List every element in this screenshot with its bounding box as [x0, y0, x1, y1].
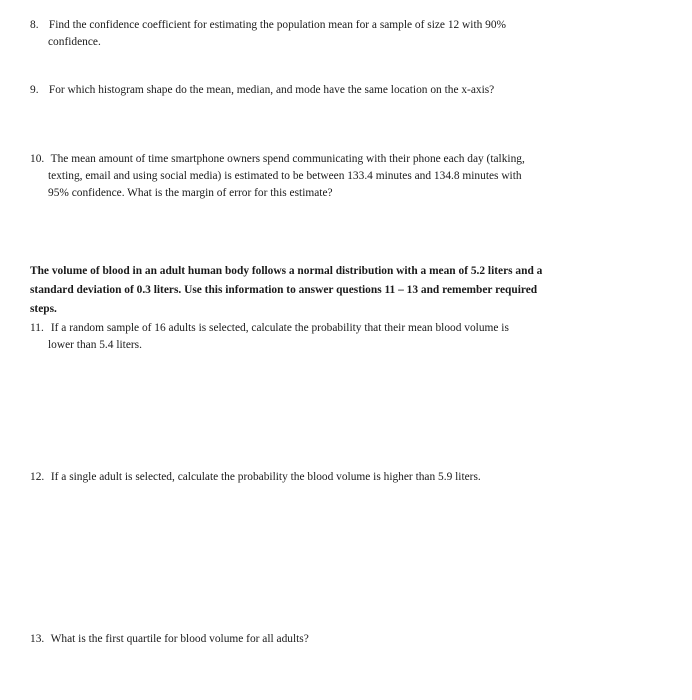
question-8-text: Find the confidence coefficient for estimating the population mean for a sample of size 12 with 90%	[48, 19, 507, 31]
question-9-line-1	[30, 82, 590, 99]
question-10-number: 10.	[30, 153, 45, 165]
question-11	[30, 320, 590, 354]
question-10-text: The mean amount of time smartphone owners spend communicating with their phone each day (talking,	[50, 153, 525, 165]
question-12-text: If a single adult is selected, calculate the probability the blood volume is higher than 5.9 liters.	[50, 471, 481, 483]
question-9	[30, 82, 590, 99]
blood-volume-instructions	[30, 262, 600, 319]
instructions-line-2: standard deviation of 0.3 liters. Use this information to answer questions 11 – 13 and remember required	[30, 284, 538, 296]
question-10	[30, 151, 590, 202]
question-12-line-1	[30, 469, 590, 486]
question-8-line-1	[30, 17, 590, 34]
question-8	[30, 17, 590, 51]
question-13	[30, 631, 590, 648]
instructions-line-3: steps.	[30, 303, 57, 315]
question-9-number: 9.	[30, 84, 39, 96]
question-10-line-2: texting, email and using social media) is estimated to be between 133.4 minutes and 134.8 minutes with	[48, 170, 522, 182]
question-12	[30, 469, 590, 486]
question-13-text: What is the first quartile for blood volume for all adults?	[50, 633, 309, 645]
question-11-line-2: lower than 5.4 liters.	[48, 339, 142, 351]
question-13-line-1	[30, 631, 590, 648]
question-8-number: 8.	[30, 19, 39, 31]
instructions-line-1: The volume of blood in an adult human body follows a normal distribution with a mean of 5.2 liters and a	[30, 265, 543, 277]
question-10-line-3: 95% confidence. What is the margin of error for this estimate?	[48, 187, 333, 199]
question-8-line-2: confidence.	[48, 36, 101, 48]
question-13-number: 13.	[30, 633, 45, 645]
question-11-text: If a random sample of 16 adults is selected, calculate the probability that their mean blood volume is	[50, 322, 509, 334]
question-9-text: For which histogram shape do the mean, median, and mode have the same location on the x-axis?	[48, 84, 495, 96]
question-10-line-1	[30, 151, 590, 168]
question-11-line-1	[30, 320, 590, 337]
question-12-number: 12.	[30, 471, 45, 483]
question-11-number: 11.	[30, 322, 44, 334]
